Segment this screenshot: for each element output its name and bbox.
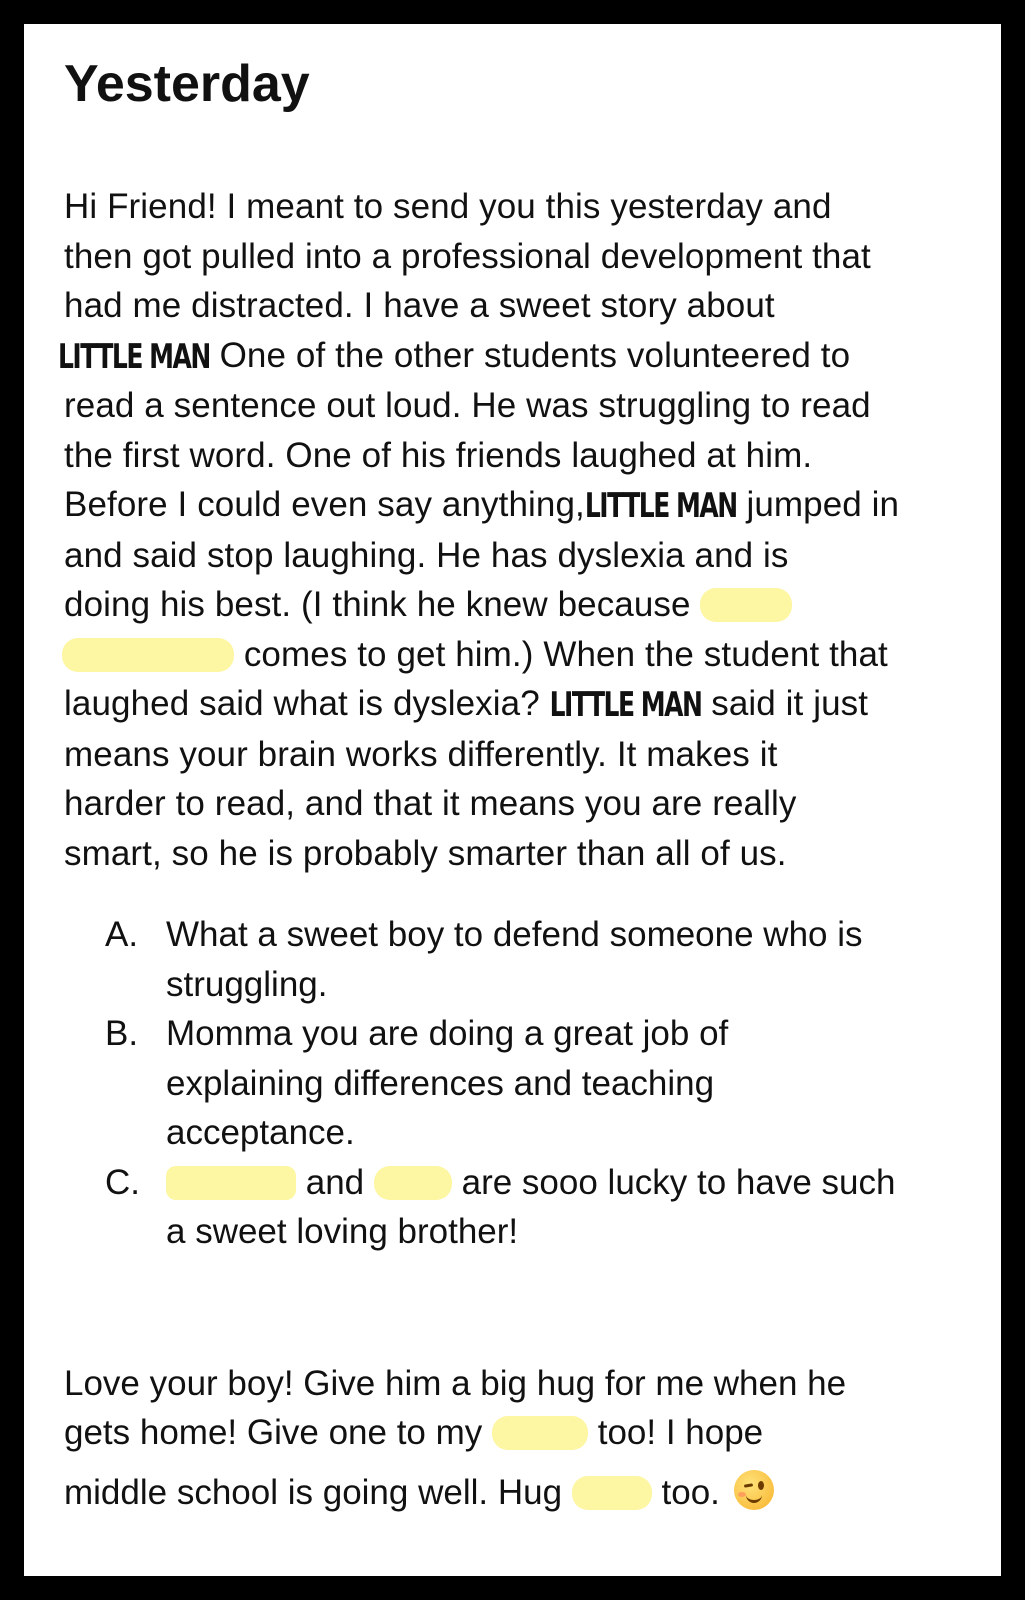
paragraph-line [64, 480, 964, 531]
paragraph-line: means your brain works differently. It makes it [64, 734, 778, 774]
winking-face-icon [734, 1470, 774, 1510]
paragraph-line-text: jumped in [746, 485, 900, 524]
redaction-highlight [700, 588, 792, 622]
list-item-line: struggling. [166, 964, 328, 1004]
closing-text: gets home! Give one to my [64, 1413, 483, 1452]
paragraph-line-text: Before I could even say anything, [64, 485, 585, 524]
closing-paragraph [64, 1359, 964, 1518]
list-marker: B. [105, 1014, 139, 1053]
paragraph-line-text: doing his best. (I think he knew because [64, 585, 691, 624]
paragraph-line: the first word. One of his friends laughed at him. [64, 435, 813, 475]
paragraph-line [58, 331, 964, 382]
closing-text: too! I hope [597, 1413, 764, 1452]
name-stamp: LITTLE MAN [549, 684, 702, 724]
story-paragraph [58, 182, 964, 878]
paragraph-line [64, 630, 964, 680]
paragraph-line-text: said it just [711, 684, 869, 723]
closing-line [64, 1408, 964, 1458]
paragraph-line [64, 679, 964, 730]
lettered-list [64, 910, 964, 1257]
paragraph-line-text: comes to get him.) When the student that [243, 634, 888, 674]
redaction-highlight [62, 638, 234, 672]
document-content [58, 50, 964, 1517]
list-marker: C. [105, 1162, 140, 1202]
paragraph-line-text: laughed said what is dyslexia? [64, 684, 540, 723]
paragraph-line [64, 580, 964, 630]
paragraph-line: had me distracted. I have a sweet story about [64, 286, 775, 325]
closing-line: Love your boy! Give him a big hug for me when he [64, 1363, 847, 1403]
list-item-line: acceptance. [166, 1113, 355, 1152]
list-item-line: Momma you are doing a great job of [166, 1014, 729, 1053]
list-item [64, 1158, 964, 1257]
list-item [64, 1009, 964, 1158]
paragraph-line: smart, so he is probably smarter than all of us. [64, 833, 787, 873]
redaction-highlight [572, 1476, 652, 1510]
list-item-line: a sweet loving brother! [166, 1212, 519, 1251]
redaction-highlight [492, 1416, 588, 1450]
paragraph-line: then got pulled into a professional development that [64, 236, 871, 276]
document-title: Yesterday [64, 55, 310, 113]
list-item-text: and [305, 1162, 365, 1202]
name-stamp: LITTLE MAN [58, 336, 210, 376]
list-marker: A. [105, 915, 139, 954]
name-stamp: LITTLE MAN [584, 485, 737, 525]
redaction-highlight [166, 1166, 296, 1200]
paragraph-line: and said stop laughing. He has dyslexia and is [64, 535, 789, 575]
closing-text: too. [661, 1472, 720, 1512]
list-item-line: explaining differences and teaching [166, 1063, 715, 1103]
paragraph-line: Hi Friend! I meant to send you this yesterday and [64, 187, 832, 226]
list-item-line [166, 1158, 964, 1208]
closing-line [64, 1468, 964, 1518]
redaction-highlight [374, 1166, 452, 1200]
paragraph-line-text: One of the other students volunteered to [219, 335, 851, 375]
paragraph-line: harder to read, and that it means you are really [64, 784, 797, 823]
list-item [64, 910, 964, 1009]
list-item-line: What a sweet boy to defend someone who is [166, 915, 863, 954]
paragraph-line: read a sentence out loud. He was struggling to read [64, 386, 871, 425]
document-page [24, 24, 1001, 1576]
list-item-text: are sooo lucky to have such [461, 1162, 896, 1202]
closing-text: middle school is going well. Hug [64, 1472, 563, 1512]
